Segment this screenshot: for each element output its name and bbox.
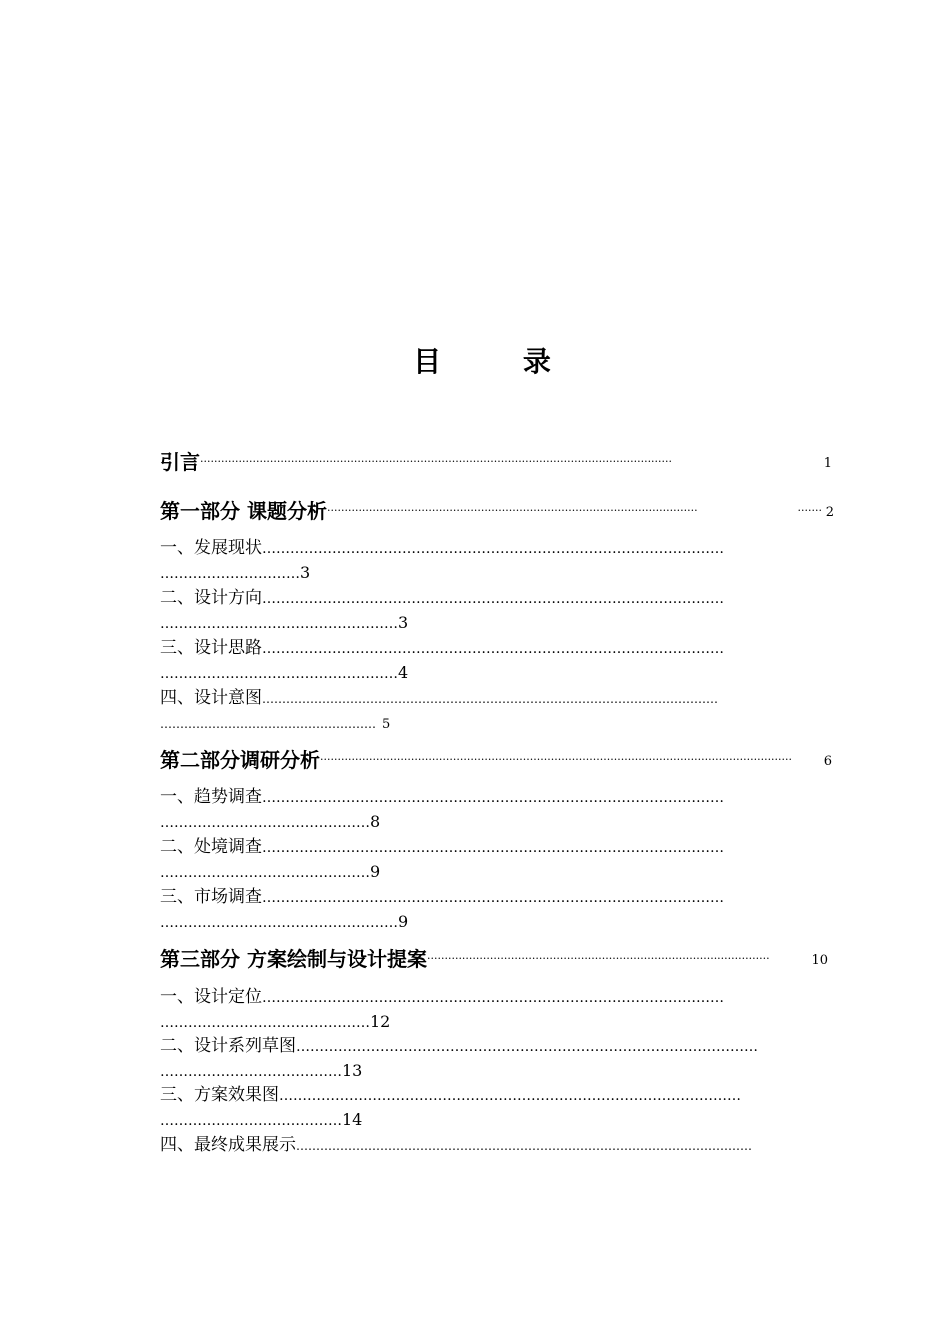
leader-dots: ……………………………………………………………………………………… [262, 840, 724, 856]
leader-dots: ……………………………………………………………………………………… [262, 541, 724, 557]
toc-item-label: 一、发展现状 [160, 538, 262, 558]
leader-dots: ………………………… [160, 566, 300, 582]
toc-entry-intro[interactable] [160, 449, 836, 475]
toc-item[interactable] [160, 1133, 836, 1158]
leader-dots: ………………………………… [160, 1113, 342, 1129]
toc-page-number: 2 [825, 505, 834, 520]
leader-dots: ……………………………………………………………………………………… [262, 641, 724, 657]
leader-dots: ……………………………………… [160, 865, 370, 881]
leader-dots: ……………………………………………………………………………………… [262, 790, 724, 806]
toc-entry-label: 第三部分 方案绘制与设计提案 [160, 947, 427, 971]
toc-item[interactable] [160, 835, 836, 885]
leader-dots: ·········································································································· [326, 504, 698, 517]
toc-item-label: 一、趋势调查 [160, 787, 262, 807]
toc-page-number: 8 [370, 812, 381, 831]
toc-page-number: 4 [398, 663, 409, 682]
toc-page-number: 3 [300, 563, 311, 582]
leader-dots: …………………………………………… [160, 666, 398, 682]
toc-item[interactable] [160, 536, 836, 586]
leader-dots: ······································································································································· [320, 753, 793, 766]
toc-page-number: 12 [370, 1012, 391, 1031]
toc-page-number: 13 [342, 1061, 363, 1080]
toc-item-label: 三、市场调查 [160, 887, 262, 907]
leader-dots: ……………………………………………………………………………………… [262, 591, 724, 607]
toc-entry-label: 引言 [160, 450, 200, 474]
toc-item-label: 三、设计思路 [160, 638, 262, 658]
leader-dots: …………………………………………… [160, 915, 398, 931]
toc-item[interactable] [160, 785, 836, 835]
leader-dots: ……………………………………………………………………………………… [262, 890, 724, 906]
toc-entry-label: 第一部分 课题分析 [160, 499, 327, 523]
toc-item-label: 二、设计系列草图 [160, 1036, 296, 1056]
toc-page-number: 9 [398, 912, 409, 931]
leader-dots: ……………………………………………………………………………………… [262, 990, 724, 1006]
toc-page-number: 5 [382, 717, 391, 732]
toc-page-number: 10 [811, 953, 828, 968]
leader-dots: ······································································································································· [200, 455, 673, 468]
toc-page-number: 3 [398, 613, 409, 632]
leader-dots: ……………………………………………… [160, 717, 376, 731]
toc-item-label: 二、设计方向 [160, 588, 262, 608]
toc-item[interactable] [160, 885, 836, 935]
leader-dots: ·································································································· [426, 952, 770, 965]
leader-dots: …………………………………………………………………………………………………… [296, 1139, 752, 1153]
leader-dots: ······· [797, 504, 822, 517]
leader-dots: …………………………………………… [160, 616, 398, 632]
leader-dots: ………………………………… [160, 1064, 342, 1080]
toc-page-number: 6 [823, 754, 832, 769]
toc-title: 目 录 [413, 345, 587, 378]
toc-entry-part2[interactable] [160, 747, 836, 773]
toc-page-number: 1 [823, 456, 832, 471]
toc-item[interactable] [160, 636, 836, 686]
toc-item[interactable] [160, 586, 836, 636]
toc-page-number: 14 [342, 1110, 363, 1129]
leader-dots: ……………………………………………………………………………………… [296, 1039, 758, 1055]
toc-item[interactable] [160, 1034, 836, 1084]
toc-item-label: 四、最终成果展示 [160, 1135, 296, 1155]
leader-dots: …………………………………………………………………………………………………… [262, 692, 718, 706]
toc-item[interactable] [160, 985, 836, 1035]
toc-entry-label: 第二部分调研分析 [160, 748, 320, 772]
toc-item[interactable] [160, 1083, 836, 1133]
toc-item-label: 一、设计定位 [160, 987, 262, 1007]
toc-item-label: 三、方案效果图 [160, 1085, 279, 1105]
leader-dots: ……………………………………………………………………………………… [279, 1088, 741, 1104]
toc-item-label: 四、设计意图 [160, 688, 262, 708]
toc-page-number: 9 [370, 862, 381, 881]
toc-item-label: 二、处境调查 [160, 837, 262, 857]
toc-entry-part3[interactable] [160, 946, 836, 972]
toc-item[interactable] [160, 686, 836, 736]
leader-dots: ……………………………………… [160, 815, 370, 831]
toc-entry-part1[interactable] [160, 498, 836, 524]
leader-dots: ……………………………………… [160, 1015, 370, 1031]
